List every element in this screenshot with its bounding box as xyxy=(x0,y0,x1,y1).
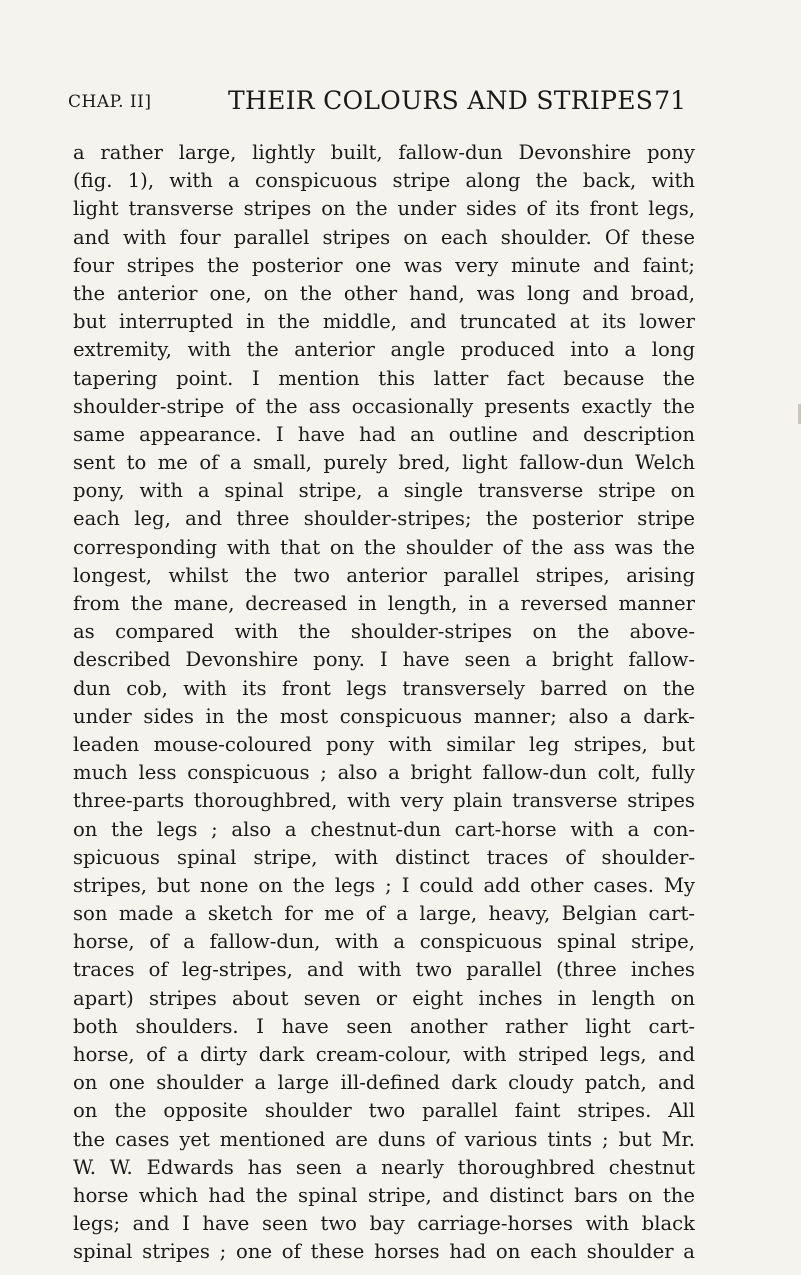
text-line: horse which had the spinal stripe, and distinct bars on the xyxy=(73,1183,695,1207)
text-line: four stripes the posterior one was very minute and faint; xyxy=(73,253,695,277)
text-line: son made a sketch for me of a large, heavy, Belgian cart- xyxy=(73,902,695,926)
text-line: each leg, and three shoulder-stripes; the posterior stripe xyxy=(73,507,695,531)
running-title: THEIR COLOURS AND STRIPES xyxy=(228,86,654,115)
page-number: 71 xyxy=(654,86,686,115)
text-line: dun cob, with its front legs transversely barred on the xyxy=(73,676,695,700)
text-line: corresponding with that on the shoulder of the ass was the xyxy=(73,535,695,559)
text-line: on one shoulder a large ill-defined dark cloudy patch, and xyxy=(73,1071,695,1095)
text-line: the cases yet mentioned are duns of various tints ; but Mr. xyxy=(73,1127,695,1151)
text-line: spinal stripes ; one of these horses had on each shoulder a xyxy=(73,1240,695,1264)
text-line: horse, of a fallow-dun, with a conspicuous spinal stripe, xyxy=(73,930,695,954)
text-line: sent to me of a small, purely bred, light fallow-dun Welch xyxy=(73,451,695,475)
text-line: described Devonshire pony. I have seen a bright fallow- xyxy=(73,648,695,672)
text-line: extremity, with the anterior angle produced into a long xyxy=(73,338,695,362)
text-line: both shoulders. I have seen another rather light cart- xyxy=(73,1014,695,1038)
text-line: on the opposite shoulder two parallel faint stripes. All xyxy=(73,1099,695,1123)
text-line: legs; and I have seen two bay carriage-horses with black xyxy=(73,1212,695,1236)
text-line: much less conspicuous ; also a bright fallow-dun colt, fully xyxy=(73,761,695,785)
text-line: as compared with the shoulder-stripes on the above- xyxy=(73,620,695,644)
text-line: tapering point. I mention this latter fact because the xyxy=(73,366,695,390)
text-line: longest, whilst the two anterior parallel stripes, arising xyxy=(73,563,695,587)
text-line: traces of leg-stripes, and with two parallel (three inches xyxy=(73,958,695,982)
text-line: horse, of a dirty dark cream-colour, with striped legs, and xyxy=(73,1043,695,1066)
text-line: and with four parallel stripes on each shoulder. Of these xyxy=(73,225,695,249)
text-line: shoulder-stripe of the ass occasionally presents exactly the xyxy=(73,394,695,418)
text-line: stripes, but none on the legs ; I could add other cases. My xyxy=(73,873,695,897)
text-line: on the legs ; also a chestnut-dun cart-horse with a con- xyxy=(73,817,695,841)
text-line: but interrupted in the middle, and truncated at its lower xyxy=(73,310,695,334)
text-line: spicuous spinal stripe, with distinct traces of shoulder- xyxy=(73,845,695,869)
text-line: leaden mouse-coloured pony with similar leg stripes, but xyxy=(73,732,695,756)
running-head xyxy=(68,86,686,126)
text-line: W. W. Edwards has seen a nearly thoroughbred chestnut xyxy=(73,1155,695,1179)
text-line: pony, with a spinal stripe, a single transverse stripe on xyxy=(73,479,695,503)
text-line: light transverse stripes on the under sides of its front legs, xyxy=(73,197,695,221)
text-line: the anterior one, on the other hand, was long and broad, xyxy=(73,281,695,305)
text-line: from the mane, decreased in length, in a reversed manner xyxy=(73,592,695,615)
text-line: same appearance. I have had an outline and description xyxy=(73,422,695,446)
chapter-label: CHAP. II] xyxy=(68,92,152,112)
text-line: under sides in the most conspicuous manner; also a dark- xyxy=(73,704,695,728)
body-text xyxy=(73,139,695,1267)
text-line: (fig. 1), with a conspicuous stripe along the back, with xyxy=(73,169,695,193)
text-line: a rather large, lightly built, fallow-dun Devonshire pony xyxy=(73,141,695,164)
text-line: apart) stripes about seven or eight inches in length on xyxy=(73,986,695,1010)
text-line: three-parts thoroughbred, with very plain transverse stripes xyxy=(73,789,695,813)
